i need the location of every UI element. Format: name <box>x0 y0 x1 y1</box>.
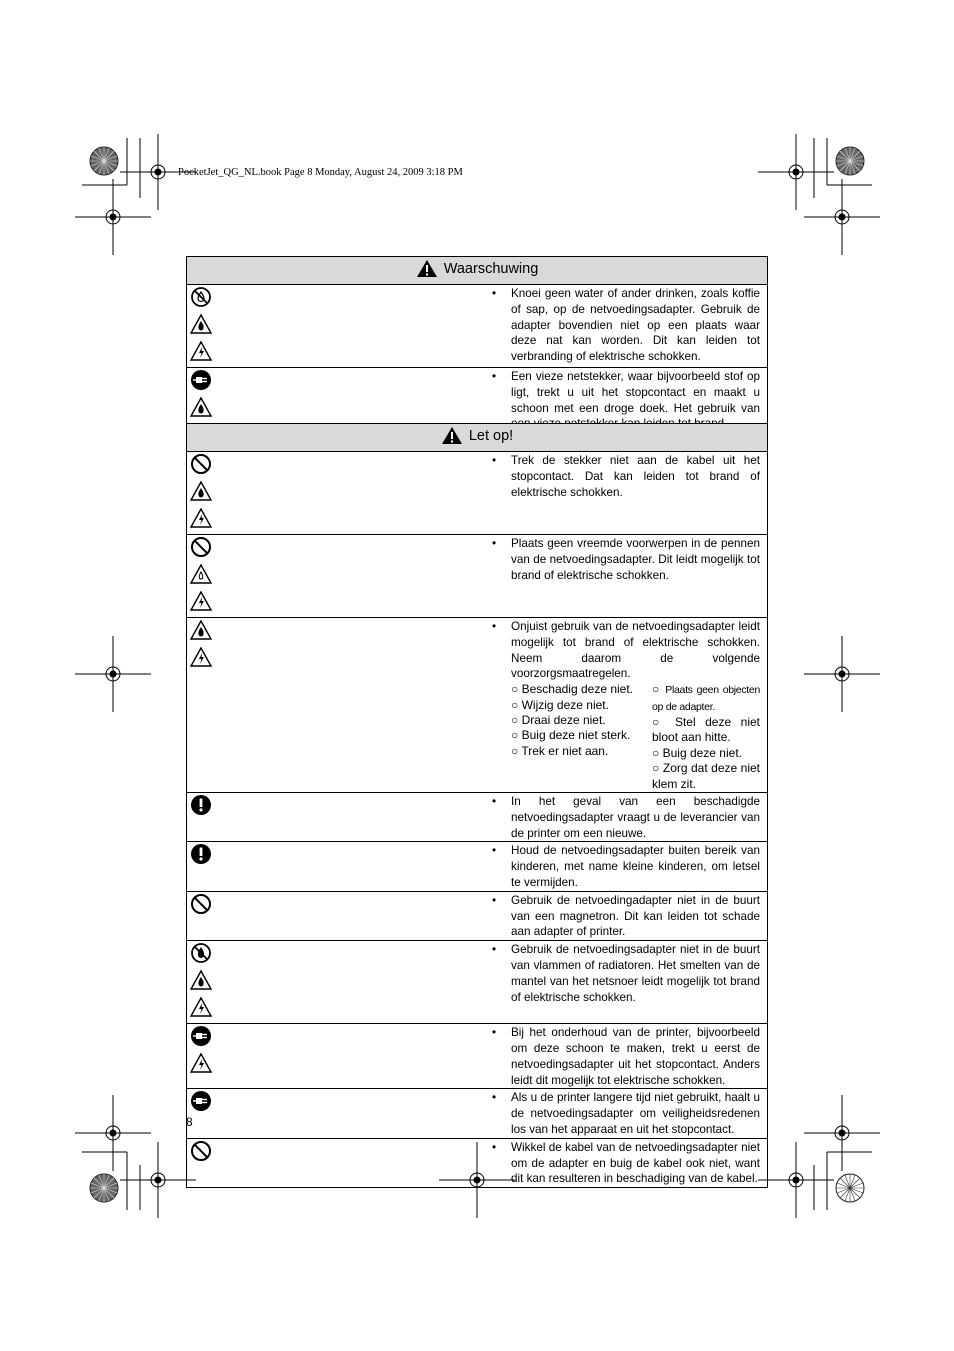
prohibited-icon <box>190 1140 212 1162</box>
caution-row: • Trek de stekker niet aan de kabel uit het stopcontact. Dat kan leiden tot brand of elektrische schokken. <box>187 452 768 535</box>
caution-row: • Gebruik de netvoedingsadapter niet in de buurt van vlammen of radiatoren. Het smelten van de mantel van het netsnoer leidt mogelijk tot brand of elektrische schokken. <box>187 941 768 1024</box>
precaution-item: Zorg dat deze niet klem zit. <box>652 761 760 791</box>
precaution-item: Trek er niet aan. <box>521 743 609 758</box>
warning-item-text: Een vieze netstekker, waar bijvoorbeeld stof op ligt, trekt u uit het stopcontact en maakt u schoon met een droge doek. Het gebruik van <box>511 370 760 415</box>
caution-item-text: Als u de printer langere tijd niet gebruikt, haalt u de netvoedingsadapter om veiligheidsredenen los van het apparaat en uit het stopcontact. <box>511 1091 760 1136</box>
warning-table <box>186 256 768 433</box>
page-number: 8 <box>186 1115 193 1129</box>
caution-row: • Gebruik de netvoedingadapter niet in de buurt van een magnetron. Dit kan leiden tot schade aan adapter of printer. <box>187 891 768 940</box>
caution-item-text: Bij het onderhoud van de printer, bijvoorbeeld om deze schoon te maken, trekt u eerst de netvoedingsadapter uit het stopcontact. Anders leidt dit mogelijk tot elektrische schokken. <box>511 1026 760 1087</box>
fire-warning-icon <box>190 619 212 641</box>
mandatory-icon <box>190 794 212 816</box>
caution-row: • Wikkel de kabel van de netvoedingsadapter niet om de adapter en buig de kabel ook niet, want dit kan resulteren in beschadiging van de kabel. <box>187 1138 768 1187</box>
precaution-item: Wijzig deze niet. <box>521 697 609 712</box>
precaution-item: Buig deze niet. <box>662 745 742 760</box>
electric-shock-icon <box>190 996 212 1018</box>
no-fire-icon <box>190 942 212 964</box>
warning-title-row <box>187 257 768 285</box>
unplug-icon <box>190 369 212 391</box>
electric-shock-icon <box>190 507 212 529</box>
caution-title-row <box>187 424 768 452</box>
caution-title: Let op! <box>468 427 514 444</box>
mandatory-icon <box>190 843 212 865</box>
caution-row: • Plaats geen vreemde voorwerpen in de pennen van de netvoedingsadapter. Dit leidt mogelijk tot brand of elektrische schokken. <box>187 535 768 618</box>
fire-warning-icon <box>190 480 212 502</box>
caution-item-text: Onjuist gebruik van de netvoedingsadapter leidt mogelijk tot brand of elektrische schokken. Neem daarom de volgende voorzorgsmaatregelen. ○ Beschadig deze niet. ○ Wijzig deze niet. ○ Draai deze niet. ○ Buig deze niet sterk. ○ Trek er niet aan. ○ Plaats geen objecten op de adapter. ○ Stel deze niet bloot aan hitte. ○ Buig deze niet. ○ Zorg dat deze niet klem zit. <box>511 620 760 791</box>
warning-row: • Een vieze netstekker, waar bijvoorbeeld stof op ligt, trekt u uit het stopcontact en maakt u schoon met een droge doek. Het gebruik van <box>187 368 768 433</box>
prohibited-icon <box>190 893 212 915</box>
fire-warning-icon <box>190 969 212 991</box>
fire-warning-icon <box>190 313 212 335</box>
prohibited-icon <box>190 536 212 558</box>
precaution-item: Stel deze niet bloot aan hitte. <box>652 715 760 745</box>
caution-table <box>186 423 768 1188</box>
electric-shock-icon <box>190 646 212 668</box>
unplug-icon <box>190 1025 212 1047</box>
electric-shock-icon <box>190 1052 212 1074</box>
warning-triangle-icon <box>441 426 463 445</box>
fire-warning-icon <box>190 563 212 585</box>
electric-shock-icon <box>190 590 212 612</box>
precaution-list: ○ Beschadig deze niet. ○ Wijzig deze niet. ○ Draai deze niet. ○ Buig deze niet sterk. ○ Trek er niet aan. ○ Plaats geen objecten op de adapter. ○ Stel deze niet bloot aan hitte. ○ Buig deze niet. ○ Zorg dat deze niet klem zit. <box>511 682 760 791</box>
electric-shock-icon <box>190 340 212 362</box>
caution-item-text: Gebruik de netvoedingadapter niet in de buurt van een magnetron. Dit kan leiden tot schade aan adapter of printer. <box>511 893 760 939</box>
caution-row: • Bij het onderhoud van de printer, bijvoorbeeld om deze schoon te maken, trekt u eerst de netvoedingsadapter uit het stopcontact. Anders leidt dit mogelijk tot elektrische schokken. <box>187 1024 768 1089</box>
caution-item-text: In het geval van een beschadigde netvoedingsadapter vraagt u de leverancier van de printer om een nieuwe. <box>511 795 760 840</box>
precaution-item: Draai deze niet. <box>521 713 606 727</box>
prohibited-icon <box>190 453 212 475</box>
precaution-item: Buig deze niet sterk. <box>521 728 631 743</box>
no-water-icon <box>190 286 212 308</box>
precaution-item: Plaats geen objecten op de adapter. <box>652 684 760 713</box>
caution-row: • Onjuist gebruik van de netvoedingsadapter leidt mogelijk tot brand of elektrische schokken. Neem daarom de volgende voorzorgsmaatregelen. ○ Beschadig deze niet. ○ Wijzig deze niet. ○ Draai deze niet. ○ Buig deze niet sterk. ○ Trek er niet aan. ○ Plaats geen objecten op de adapter. ○ Stel deze niet bloot aan hitte. ○ Buig deze niet. ○ Zorg dat deze niet klem zit. <box>187 618 768 793</box>
fire-warning-icon <box>190 396 212 418</box>
book-header-info: PocketJet_QG_NL.book Page 8 Monday, August 24, 2009 3:18 PM <box>178 167 463 178</box>
caution-item-text: Plaats geen vreemde voorwerpen in de pennen van de netvoedingsadapter. Dit leidt mogelijk tot brand of elektrische schokken. <box>511 537 760 582</box>
caution-item-text: Gebruik de netvoedingsadapter niet in de buurt van vlammen of radiatoren. Het smelten van de mantel van het netsnoer leidt mogelijk tot brand of elektrische schokken. <box>511 943 760 1004</box>
unplug-icon <box>190 1090 212 1112</box>
caution-item-text: Trek de stekker niet aan de kabel uit het stopcontact. Dat kan leiden tot brand of elektrische schokken. <box>511 454 760 499</box>
caution-row: • Als u de printer langere tijd niet gebruikt, haalt u de netvoedingsadapter om veiligheidsredenen los van het apparaat en uit het stopcontact. <box>187 1089 768 1138</box>
caution-item-text: Wikkel de kabel van de netvoedingsadapter niet om de adapter en buig de kabel ook niet, want dit kan resulteren in beschadiging van de kabel. <box>511 1140 760 1186</box>
caution-item-text: Houd de netvoedingsadapter buiten bereik van kinderen, met name kleine kinderen, om letsel te vermijden. <box>511 844 760 890</box>
warning-title: Waarschuwing <box>443 260 539 277</box>
warning-row: • Knoei geen water of ander drinken, zoals koffie of sap, op de netvoedingsadapter. Gebruik de adapter bovendien niet op een plaats waar deze nat kan worden. Dit kan leiden tot verbranding of elektrische schokken. <box>187 285 768 368</box>
caution-row: • Houd de netvoedingsadapter buiten bereik van kinderen, met name kleine kinderen, om letsel te vermijden. <box>187 842 768 891</box>
warning-item-text: Knoei geen water of ander drinken, zoals koffie of sap, op de netvoedingsadapter. Gebruik de adapter bovendien niet op een plaats waar deze nat kan worden. Dit kan leiden tot verbranding of elektrische schokken. <box>511 287 760 364</box>
precaution-item: Beschadig deze niet. <box>521 682 634 697</box>
warning-triangle-icon <box>416 259 438 278</box>
caution-row: • In het geval van een beschadigde netvoedingsadapter vraagt u de leverancier van de printer om een nieuwe. <box>187 793 768 842</box>
